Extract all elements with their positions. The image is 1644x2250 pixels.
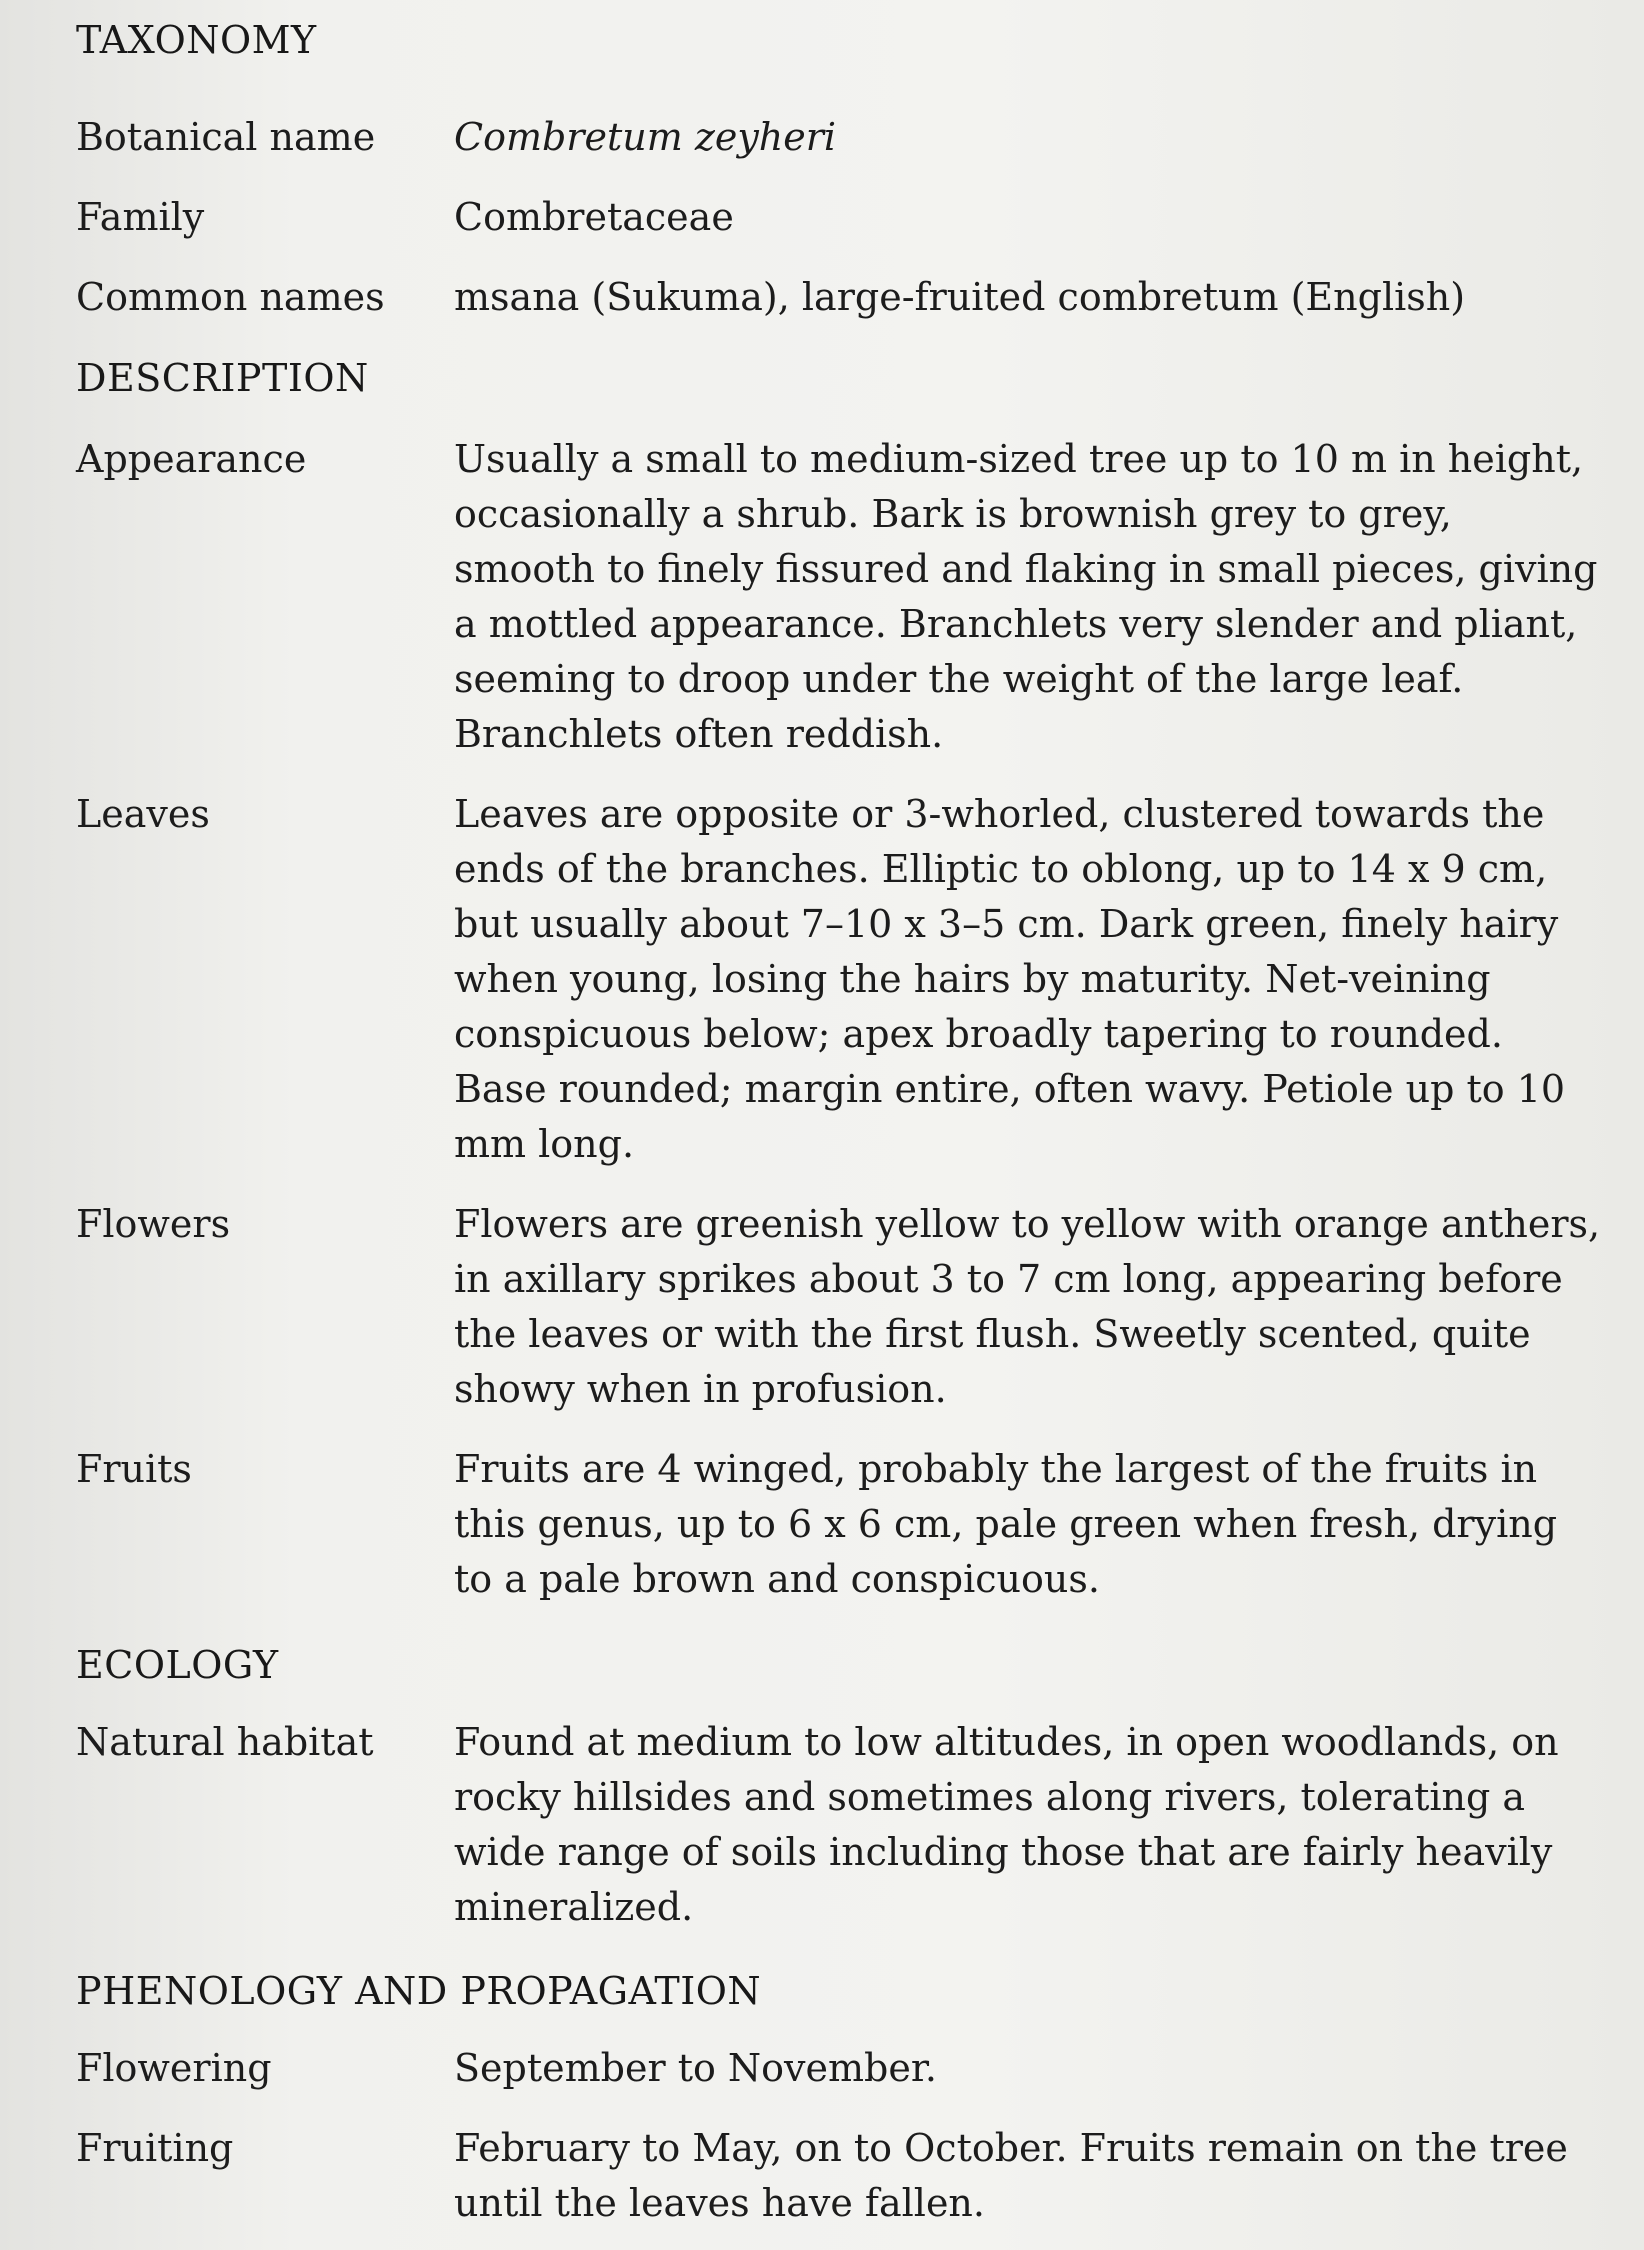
- field-label: Botanical name: [76, 115, 376, 159]
- field-label: Fruiting: [76, 2126, 234, 2170]
- field-label: Appearance: [76, 437, 307, 481]
- field-row: [76, 110, 1626, 165]
- section-heading-description: DESCRIPTION: [76, 356, 369, 400]
- section-heading-phenology: PHENOLOGY AND PROPAGATION: [76, 1969, 762, 2013]
- field-row: [76, 787, 1626, 1172]
- field-label: Flowering: [76, 2046, 272, 2090]
- field-value: Flowers are greenish yellow to yellow with orange anthers, in axillary sprikes about 3 to 7 cm long, appearing before the leaves or with the first flush. Sweetly scented, quite showy when in profusion.: [454, 1202, 1601, 1411]
- field-label: Common names: [76, 275, 385, 319]
- field-value: msana (Sukuma), large-fruited combretum (English): [454, 275, 1466, 319]
- field-row: [76, 270, 1626, 325]
- field-label: Natural habitat: [76, 1720, 374, 1764]
- field-value: September to November.: [454, 2046, 937, 2090]
- field-value: Fruits are 4 winged, probably the largest of the fruits in this genus, up to 6 x 6 cm, pale green when fresh, drying to a pale brown and conspicuous.: [454, 1447, 1558, 1601]
- field-row: [76, 1442, 1626, 1607]
- field-row: [76, 2041, 1626, 2096]
- field-row: [76, 1197, 1626, 1417]
- document-body: [76, 14, 1626, 2231]
- field-label: Family: [76, 195, 205, 239]
- field-row: [76, 190, 1626, 245]
- field-value: Combretum zeyheri: [454, 115, 837, 159]
- field-value: Leaves are opposite or 3-whorled, clustered towards the ends of the branches. Elliptic to oblong, up to 14 x 9 cm, but usually about 7–10 x 3–5 cm. Dark green, finely hairy when young, losing the hairs by maturity. Net-veining conspicuous below; apex broadly tapering to rounded. Base rounded; margin entire, often wavy. Petiole up to 10 mm long.: [454, 792, 1566, 1166]
- section-heading-ecology: ECOLOGY: [76, 1643, 279, 1687]
- field-row: [76, 2121, 1626, 2231]
- field-value: Usually a small to medium-sized tree up to 10 m in height, occasionally a shrub. Bark is brownish grey to grey, smooth to finely fissured and flaking in small pieces, giving a mottled appearance. Branchlets very slender and pliant, seeming to droop under the weight of the large leaf. Branchlets often reddish.: [454, 437, 1598, 756]
- field-value: Found at medium to low altitudes, in open woodlands, on rocky hillsides and sometimes along rivers, tolerating a wide range of soils including those that are fairly heavily mineralized.: [454, 1720, 1559, 1929]
- field-label: Flowers: [76, 1202, 231, 1246]
- field-row: [76, 432, 1626, 762]
- field-label: Leaves: [76, 792, 210, 836]
- field-row: [76, 1715, 1626, 1935]
- field-label: Fruits: [76, 1447, 192, 1491]
- section-heading-taxonomy: TAXONOMY: [76, 18, 317, 62]
- field-value: Combretaceae: [454, 195, 734, 239]
- field-value: February to May, on to October. Fruits remain on the tree until the leaves have fallen.: [454, 2126, 1568, 2225]
